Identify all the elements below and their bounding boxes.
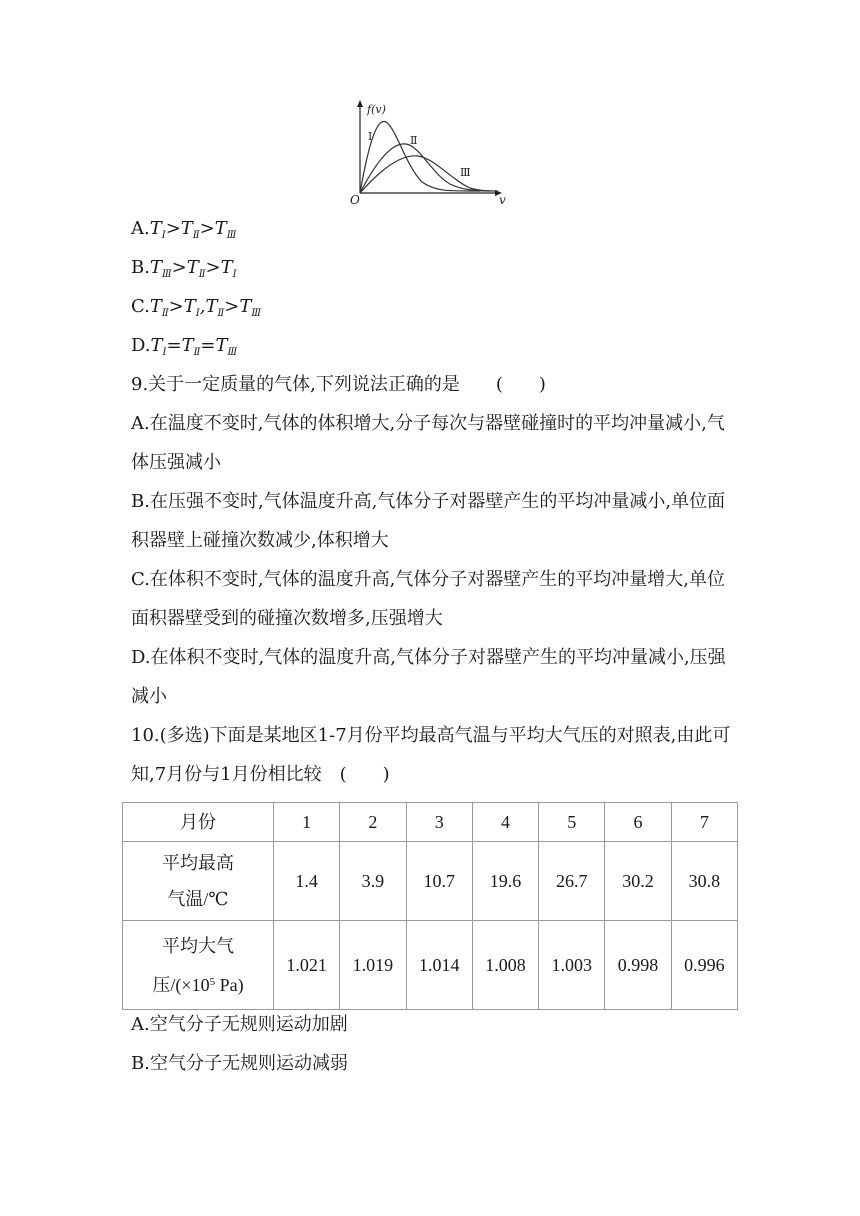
month-cell: 4 bbox=[472, 803, 538, 842]
temperature-symbol: T bbox=[214, 218, 227, 239]
month-cell: 6 bbox=[605, 803, 671, 842]
pressure-cell: 1.014 bbox=[406, 921, 472, 1010]
temperature-cell: 10.7 bbox=[406, 842, 472, 921]
temperature-symbol: T bbox=[149, 257, 162, 278]
temperature-symbol: T bbox=[181, 335, 194, 356]
relation-operator: = bbox=[200, 335, 216, 356]
option-letter: A. bbox=[131, 218, 150, 239]
temperature-subscript: Ⅲ bbox=[251, 308, 262, 319]
temperature-symbol: T bbox=[220, 257, 233, 278]
temperature-symbol: T bbox=[149, 296, 162, 317]
pressure-header-exponent: 5 bbox=[209, 975, 216, 988]
temperature-symbol: T bbox=[149, 218, 162, 239]
month-header: 月份 bbox=[123, 803, 274, 842]
curve-label-1: Ⅰ bbox=[368, 130, 373, 143]
temperature-header-line1: 平均最高 bbox=[162, 853, 234, 873]
q8-option-d bbox=[131, 334, 237, 365]
q8-option-c bbox=[131, 295, 261, 326]
q9-option-a: A.在温度不变时,气体的体积增大,分子每次与器壁碰撞时的平均冲量减小,气体压强减小 bbox=[131, 413, 725, 473]
temperature-cell: 1.4 bbox=[274, 842, 340, 921]
pressure-cell: 1.021 bbox=[274, 921, 340, 1010]
distribution-plot bbox=[340, 96, 520, 208]
y-axis-label: f(v) bbox=[367, 103, 386, 116]
relation-operator: , bbox=[199, 296, 206, 317]
pressure-cell: 1.003 bbox=[539, 921, 605, 1010]
q9-option-b: B.在压强不变时,气体温度升高,气体分子对器壁产生的平均冲量减小,单位面积器壁上碰撞次数减少,体积增大 bbox=[131, 491, 726, 551]
month-cell: 3 bbox=[406, 803, 472, 842]
relation-operator: > bbox=[224, 296, 240, 317]
table-row-temperature bbox=[123, 842, 738, 921]
month-cell: 1 bbox=[274, 803, 340, 842]
pressure-header bbox=[123, 921, 274, 1010]
temperature-subscript: Ⅰ bbox=[195, 308, 200, 319]
table-row-pressure bbox=[123, 921, 738, 1010]
temperature-subscript: Ⅰ bbox=[161, 230, 166, 241]
temperature-pressure-table bbox=[122, 802, 738, 1010]
pressure-header-post: Pa) bbox=[215, 974, 244, 995]
temperature-subscript: Ⅱ bbox=[198, 269, 206, 280]
relation-operator: > bbox=[199, 218, 215, 239]
temperature-subscript: Ⅲ bbox=[227, 347, 238, 358]
y-axis-arrow bbox=[357, 100, 363, 107]
temperature-symbol: T bbox=[180, 218, 193, 239]
temperature-subscript: Ⅱ bbox=[193, 347, 201, 358]
relation-operator: > bbox=[168, 296, 184, 317]
temperature-subscript: Ⅱ bbox=[192, 230, 200, 241]
curve-1 bbox=[360, 121, 480, 193]
q10-stem: 10.(多选)下面是某地区1-7月份平均最高气温与平均大气压的对照表,由此可知,7月份与1月份相比较 ( ) bbox=[131, 725, 731, 785]
temperature-subscript: Ⅲ bbox=[226, 230, 237, 241]
relation-operator: = bbox=[166, 335, 182, 356]
temperature-subscript: Ⅱ bbox=[161, 308, 169, 319]
temperature-cell: 30.8 bbox=[671, 842, 737, 921]
q9-option-c: C.在体积不变时,气体的温度升高,气体分子对器壁产生的平均冲量增大,单位面积器壁受到的碰撞次数增多,压强增大 bbox=[131, 569, 726, 629]
month-cell: 2 bbox=[340, 803, 406, 842]
q9-stem: 9.关于一定质量的气体,下列说法正确的是 ( ) bbox=[131, 374, 546, 395]
pressure-cell: 1.008 bbox=[472, 921, 538, 1010]
temperature-symbol: T bbox=[183, 296, 196, 317]
pressure-cell: 0.998 bbox=[605, 921, 671, 1010]
relation-operator: > bbox=[205, 257, 221, 278]
option-letter: C. bbox=[131, 296, 150, 317]
temperature-symbol: T bbox=[239, 296, 252, 317]
origin-label: O bbox=[350, 193, 360, 207]
option-letter: D. bbox=[131, 335, 151, 356]
relation-operator: > bbox=[165, 218, 181, 239]
temperature-header bbox=[123, 842, 274, 921]
temperature-cell: 19.6 bbox=[472, 842, 538, 921]
pressure-cell: 1.019 bbox=[340, 921, 406, 1010]
q8-option-a bbox=[131, 217, 236, 248]
month-cell: 5 bbox=[539, 803, 605, 842]
curve-label-2: Ⅱ bbox=[410, 134, 418, 147]
pressure-header-line2 bbox=[123, 964, 273, 1003]
month-cell: 7 bbox=[671, 803, 737, 842]
q10-option-a: A.空气分子无规则运动加剧 bbox=[131, 1014, 348, 1035]
temperature-header-line2: 气温/℃ bbox=[167, 889, 229, 909]
temperature-cell: 3.9 bbox=[340, 842, 406, 921]
pressure-header-line1: 平均大气 bbox=[162, 935, 234, 956]
temperature-cell: 26.7 bbox=[539, 842, 605, 921]
curve-3 bbox=[360, 156, 498, 193]
table-row-months bbox=[123, 803, 738, 842]
curve-label-3: Ⅲ bbox=[460, 166, 471, 179]
x-axis-label: v bbox=[499, 193, 506, 207]
pressure-cell: 0.996 bbox=[671, 921, 737, 1010]
speed-distribution-figure bbox=[340, 96, 520, 208]
temperature-subscript: Ⅱ bbox=[217, 308, 225, 319]
temperature-subscript: Ⅰ bbox=[232, 269, 237, 280]
q10-option-b: B.空气分子无规则运动减弱 bbox=[131, 1053, 348, 1074]
relation-operator: > bbox=[171, 257, 187, 278]
option-letter: B. bbox=[131, 257, 150, 278]
temperature-symbol: T bbox=[186, 257, 199, 278]
temperature-subscript: Ⅰ bbox=[162, 347, 167, 358]
q8-option-b bbox=[131, 256, 237, 287]
q9-option-d: D.在体积不变时,气体的温度升高,气体分子对器壁产生的平均冲量减小,压强减小 bbox=[131, 647, 726, 707]
pressure-header-pre: 压/(×10 bbox=[152, 974, 210, 995]
temperature-symbol: T bbox=[205, 296, 218, 317]
temperature-cell: 30.2 bbox=[605, 842, 671, 921]
temperature-symbol: T bbox=[150, 335, 163, 356]
temperature-subscript: Ⅲ bbox=[161, 269, 172, 280]
temperature-symbol: T bbox=[215, 335, 228, 356]
